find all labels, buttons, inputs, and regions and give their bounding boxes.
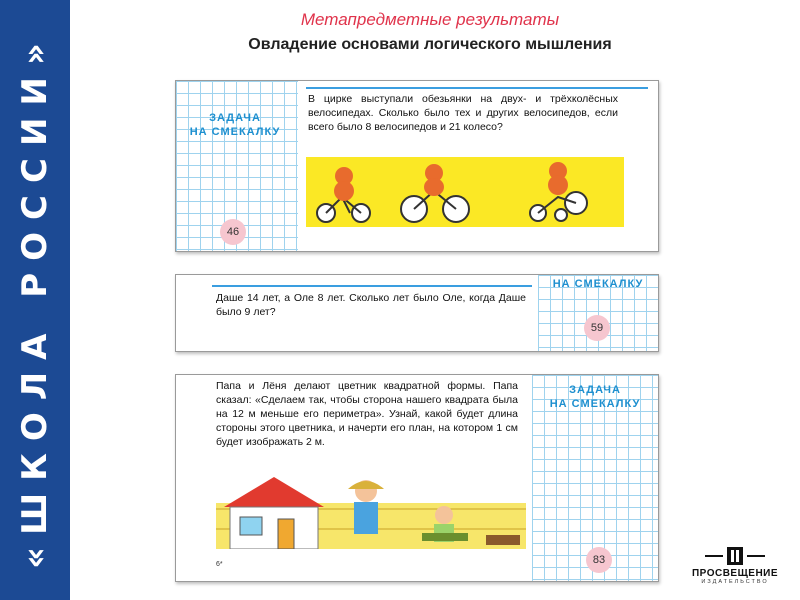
monkey-1-body <box>334 181 354 201</box>
card-top-rule <box>306 87 648 89</box>
house-door <box>278 519 294 549</box>
task-tag-line1: НА СМЕКАЛКУ <box>552 278 644 290</box>
page-number-badge: 83 <box>586 547 612 573</box>
publisher-emblem-icon <box>705 546 765 566</box>
house-window <box>240 517 262 535</box>
monkeys-bicycles-illustration <box>306 151 626 229</box>
task-tag <box>544 277 652 291</box>
task-text: Даше 14 лет, а Оле 8 лет. Сколько лет было Оле, когда Даше было 9 лет? <box>216 292 526 318</box>
seedling-tray <box>422 533 468 541</box>
monkey-2-body <box>424 178 444 196</box>
footnote: 6* <box>216 561 223 568</box>
task-tag <box>180 111 290 139</box>
task-tag-line2: НА СМЕКАЛКУ <box>189 126 281 138</box>
task-card-1 <box>175 80 659 252</box>
page-subtitle: Метапредметные результаты <box>300 10 560 29</box>
task-tag-line2: НА СМЕКАЛКУ <box>549 398 641 410</box>
publisher-subtitle: ИЗДАТЕЛЬСТВО <box>701 579 769 585</box>
task-card-2 <box>175 274 659 352</box>
task-text: В цирке выступали обезьянки на двух- и трёхколёсных велосипедах. Сколько было тех и других велосипедов, если всего было 8 велосипедов и 21 колесо? <box>308 93 618 133</box>
task-tag-line1: ЗАДАЧА <box>569 384 621 396</box>
garden-house-illustration <box>216 471 526 563</box>
page-number-badge: 59 <box>584 315 610 341</box>
boy-head <box>435 506 453 524</box>
side-banner-text: «ШКОЛА РОССИИ» <box>15 31 55 569</box>
page-number-badge: 46 <box>220 219 246 245</box>
task-tag <box>540 383 650 411</box>
side-banner <box>0 0 70 600</box>
flower-box <box>486 535 520 545</box>
monkey-3-body <box>548 175 568 195</box>
father-hat <box>348 481 384 489</box>
house-roof <box>224 477 324 507</box>
task-tag-line1: ЗАДАЧА <box>209 112 261 124</box>
task-text: Папа и Лёня делают цветник квадратной формы. Папа сказал: «Сделаем так, чтобы сторона нашего квадрата была на 12 м меньше его периметра». Узнай, какой будет длина стороны этого цветника, и начерти его план, на котором 1 см будет изображать 2 м. <box>216 380 518 448</box>
publisher-name: ПРОСВЕЩЕНИЕ <box>691 568 779 579</box>
task-card-3 <box>175 374 659 582</box>
page-title: Овладение основами логического мышления <box>248 36 612 53</box>
father-body <box>354 502 378 534</box>
publisher-logo <box>680 546 790 585</box>
card-top-rule <box>212 285 532 287</box>
